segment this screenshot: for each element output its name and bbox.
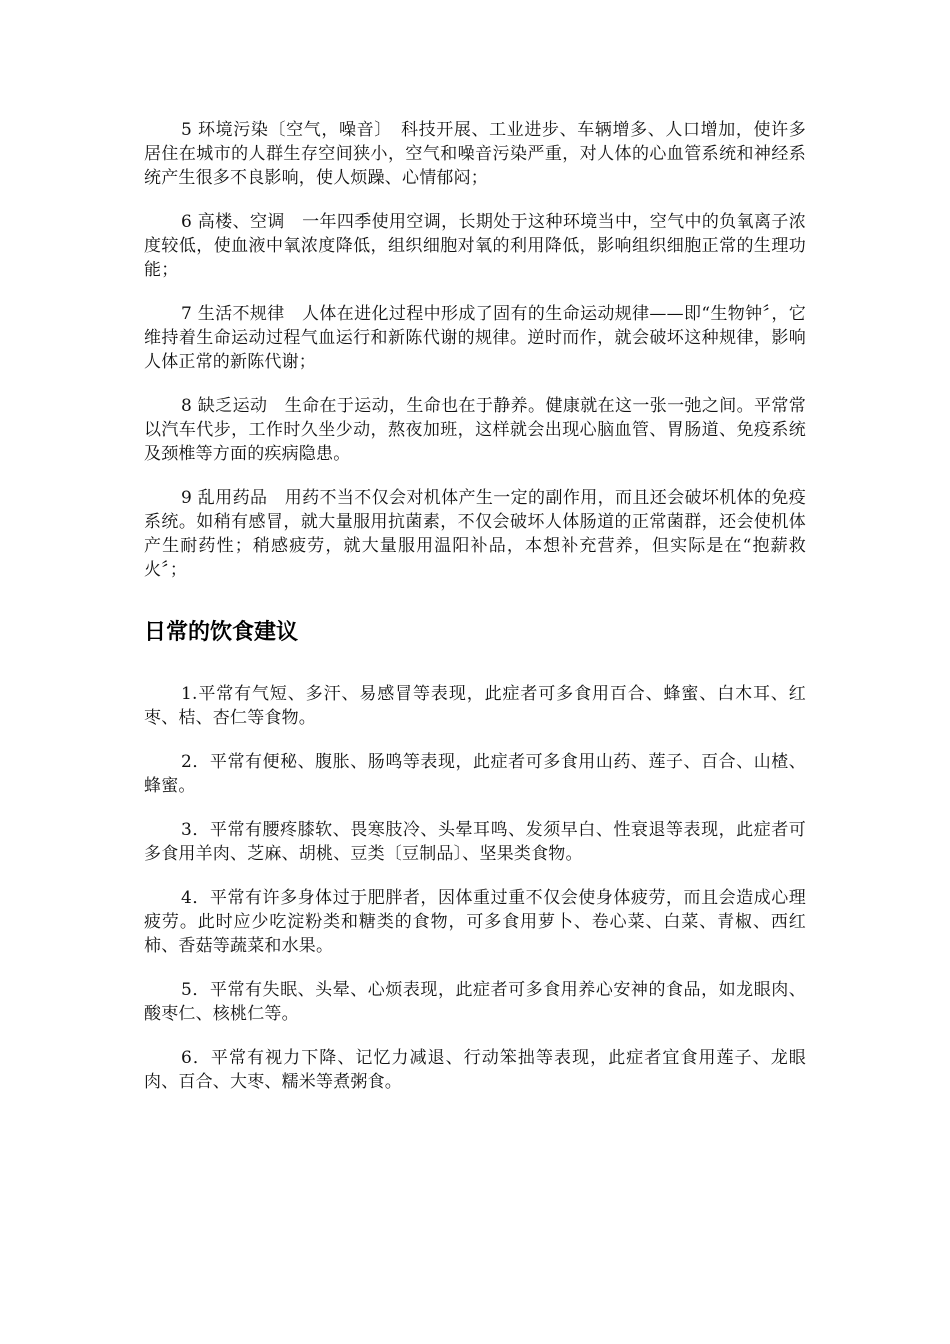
diet-advice-item-4: 4．平常有许多身体过于肥胖者，因体重过重不仅会使身体疲劳，而且会造成心理疲劳。此时应少吃淀粉类和糖类的食物，可多食用萝卜、卷心菜、白菜、青椒、西红柿、香菇等蔬菜和水果。 [144, 888, 806, 956]
paragraph-drug-misuse: 9 乱用药品 用药不当不仅会对机体产生一定的副作用，而且还会破坏机体的免疫系统。如稍有感冒，就大量服用抗菌素，不仅会破坏人体肠道的正常菌群，还会使机体产生耐药性；稍感疲劳，就大量服用温阳补品，本想补充营养，但实际是在“抱薪救火〞； [144, 488, 806, 580]
paragraph-lack-of-exercise: 8 缺乏运动 生命在于运动，生命也在于静养。健康就在这一张一弛之间。平常常以汽车代步，工作时久坐少动，熬夜加班，这样就会出现心脑血管、胃肠道、免疫系统及颈椎等方面的疾病隐患。 [144, 396, 806, 464]
diet-advice-item-5: 5．平常有失眠、头晕、心烦表现，此症者可多食用养心安神的食品，如龙眼肉、酸枣仁、核桃仁等。 [144, 980, 806, 1024]
diet-advice-item-6: 6．平常有视力下降、记忆力减退、行动笨拙等表现，此症者宜食用莲子、龙眼肉、百合、大枣、糯米等煮粥食。 [144, 1048, 806, 1092]
diet-advice-item-3: 3．平常有腰疼膝软、畏寒肢冷、头晕耳鸣、发须早白、性衰退等表现，此症者可多食用羊肉、芝麻、胡桃、豆类〔豆制品〕、坚果类食物。 [144, 820, 806, 864]
diet-advice-item-2: 2．平常有便秘、腹胀、肠鸣等表现，此症者可多食用山药、莲子、百合、山楂、蜂蜜。 [144, 752, 806, 796]
section-heading-diet-advice: 日常的饮食建议 [144, 620, 299, 645]
diet-advice-item-1: 1.平常有气短、多汗、易感冒等表现，此症者可多食用百合、蜂蜜、白木耳、红枣、桔、杏仁等食物。 [144, 684, 806, 728]
document-page [144, 118, 806, 1114]
paragraph-irregular-life: 7 生活不规律 人体在进化过程中形成了固有的生命运动规律——即“生物钟〞，它维持着生命运动过程气血运行和新陈代谢的规律。逆时而作，就会破坏这种规律，影响人体正常的新陈代谢； [144, 304, 806, 372]
paragraph-pollution: 5 环境污染〔空气，噪音〕 科技开展、工业进步、车辆增多、人口增加，使许多居住在城市的人群生存空间狭小，空气和噪音污染严重，对人体的心血管系统和神经系统产生很多不良影响，使人烦躁、心情郁闷； [144, 120, 806, 188]
paragraph-air-conditioning: 6 高楼、空调 一年四季使用空调，长期处于这种环境当中，空气中的负氧离子浓度较低，使血液中氧浓度降低，组织细胞对氧的利用降低，影响组织细胞正常的生理功能； [144, 212, 806, 280]
